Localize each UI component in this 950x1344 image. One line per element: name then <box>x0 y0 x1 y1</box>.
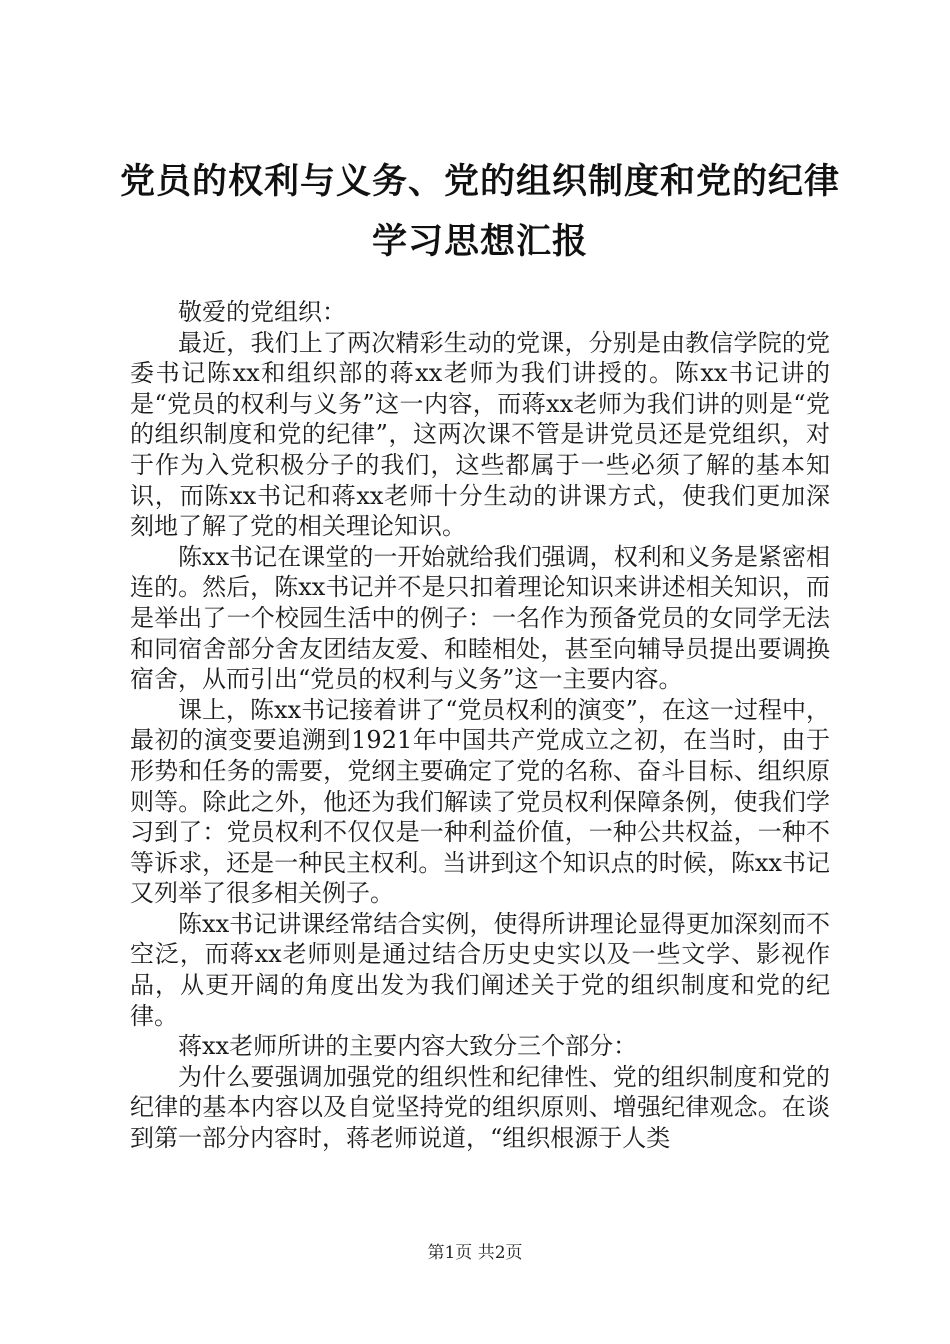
document-title-line-1: 党员的权利与义务、党的组织制度和党的纪律 <box>120 161 841 202</box>
salutation: 敬爱的党组织： <box>178 298 346 326</box>
body-paragraph: 为什么要强调加强党的组织性和纪律性、党的组织制度和党的纪律的基本内容以及自觉坚持党的组织原则、增强纪律观念。在谈到第一部分内容时，蒋老师说道，“组织根源于人类 <box>130 1062 830 1153</box>
body-paragraph: 陈xx书记讲课经常结合实例，使得所讲理论显得更加深刻而不空泛，而蒋xx老师则是通过结合历史史实以及一些文学、影视作品，从更开阔的角度出发为我们阐述关于党的组织制度和党的纪律。 <box>130 909 830 1030</box>
body-paragraph: 陈xx书记在课堂的一开始就给我们强调，权利和义务是紧密相连的。然后，陈xx书记并不是只扣着理论知识来讲述相关知识，而是举出了一个校园生活中的例子：一名作为预备党员的女同学无法和同宿舍部分舍友团结友爱、和睦相处，甚至向辅导员提出要调换宿舍，从而引出“党员的权利与义务”这一主要内容。 <box>130 542 830 694</box>
body-paragraph: 最近，我们上了两次精彩生动的党课，分别是由教信学院的党委书记陈xx和组织部的蒋xx老师为我们讲授的。陈xx书记讲的是“党员的权利与义务”这一内容，而蒋xx老师为我们讲的则是“党的组织制度和党的纪律”，这两次课不管是讲党员还是党组织，对于作为入党积极分子的我们，这些都属于一些必须了解的基本知识，而陈xx书记和蒋xx老师十分生动的讲课方式，使我们更加深刻地了解了党的相关理论知识。 <box>130 328 830 541</box>
body-paragraph: 课上，陈xx书记接着讲了“党员权利的演变”，在这一过程中，最初的演变要追溯到1921年中国共产党成立之初，在当时，由于形势和任务的需要，党纲主要确定了党的名称、奋斗目标、组织原则等。除此之外，他还为我们解读了党员权利保障条例，使我们学习到了：党员权利不仅仅是一种利益价值，一种公共权益，一种不等诉求，还是一种民主权利。当讲到这个知识点的时候，陈xx书记又列举了很多相关例子。 <box>130 695 830 908</box>
page-number-footer: 第1页 共2页 <box>427 1243 523 1263</box>
body-paragraph: 蒋xx老师所讲的主要内容大致分三个部分： <box>178 1032 638 1061</box>
document-body <box>130 297 830 1154</box>
document-title-line-2: 学习思想汇报 <box>371 221 588 262</box>
